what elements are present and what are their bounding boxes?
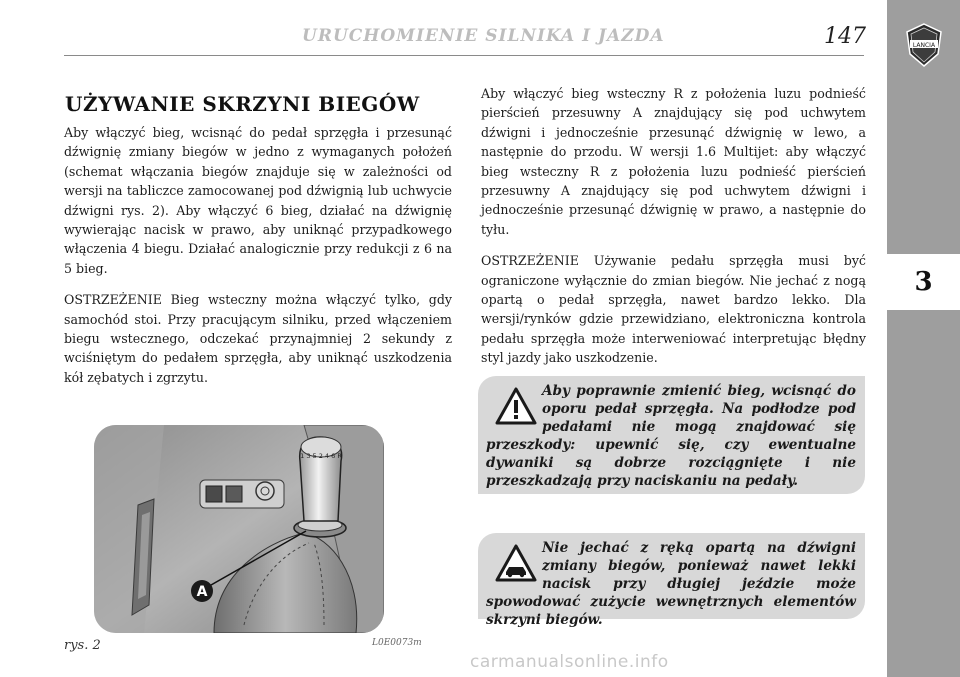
paragraph-gear-shift: Aby włączyć bieg, wcisnąć do pedał sprzęgła i przesunąć dźwignię zmiany biegów w jedno z wymaganych położeń (schemat włączania biegów znajduje się w zależności od wersji na tabliczce zamocowanej pod dźwignią lub uchwycie dźwigni rys. 2). Aby włączyć 6 bieg, działać na dźwignię wywierając nacisk w prawo, aby uniknąć przypadkowego włączenia 4 biegu. Działać analogicznie przy redukcji z 6 na 5 bieg.	[64, 125, 452, 276]
chapter-number: 3	[887, 254, 960, 310]
gear-lever-drawing	[94, 425, 384, 633]
warning-box-hand-on-lever	[478, 533, 865, 628]
paragraph-reverse-gear: Aby włączyć bieg wsteczny R z położenia luzu podnieść pierścień przesuwny A znajdujący się pod uchwytem dźwigni i jednocześnie przesunąć dźwignię w lewo, a następnie do przodu. W wersji 1.6 Multijet: aby włączyć bieg wsteczny R z położenia luzu podnieść pierścień przesuwny A znajdujący się pod uchwytem dźwigni i jednocześnie przesunąć dźwignię w prawo, a następnie do tyłu.	[481, 86, 866, 237]
page-number: 147	[824, 24, 866, 49]
warning-triangle-icon	[494, 386, 538, 426]
left-column	[64, 123, 452, 399]
figure-caption: rys. 2	[64, 638, 101, 653]
header-rule	[64, 55, 864, 56]
warning-text: Nie jechać z ręką opartą na dźwigni zmiany biegów, ponieważ nawet lekki nacisk przy długiej jeździe może spowodować zużycie wewnętrznych elementów skrzyni biegów.	[486, 540, 856, 628]
lancia-logo-icon	[904, 22, 944, 68]
knob-pattern: 1 3 5 2 4 6 R	[300, 452, 342, 460]
running-header: URUCHOMIENIE SILNIKA I JAZDA	[302, 26, 665, 46]
callout-label-a: A	[196, 584, 208, 600]
svg-text:LANCIA: LANCIA	[912, 42, 936, 49]
right-column	[481, 84, 866, 380]
paragraph-clutch-warning: OSTRZEŻENIE Używanie pedału sprzęgła musi być ograniczone wyłącznie do zmian biegów. Nie jechać z nogą opartą o pedał sprzęgła, nawet bardzo lekko. Dla wersji/rynków gdzie przewidziano, elektroniczna kontrola pedału sprzęgła może interweniować interpretując błędny styl jazdy jako uszkodzenie.	[481, 253, 866, 366]
warning-text: Aby poprawnie zmienić bieg, wcisnąć do oporu pedał sprzęgła. Na podłodze pod pedałami nie mogą znajdować się przeszkody: upewnić się, czy ewentualne dywaniki są dobrze rozciągnięte i nie przeszkadzają przy naciskaniu na pedały.	[486, 383, 856, 489]
chapter-sidebar	[887, 0, 960, 677]
warning-box-clutch	[478, 376, 865, 494]
section-title: UŻYWANIE SKRZYNI BIEGÓW	[65, 92, 420, 116]
gear-lever-illustration	[94, 425, 384, 633]
paragraph-reverse-warning: OSTRZEŻENIE Bieg wsteczny można włączyć tylko, gdy samochód stoi. Przy pracującym silniku, przed włączeniem biegu wstecznego, odczekać przynajmniej 2 sekundy z wciśniętym do pedałem sprzęgła, aby uniknąć uszkodzenia kół zębatych i zgrzytu.	[64, 292, 452, 385]
car-warning-triangle-icon	[494, 543, 538, 583]
watermark: carmanualsonline.info	[470, 652, 669, 672]
figure-code: L0E0073m	[372, 638, 422, 648]
